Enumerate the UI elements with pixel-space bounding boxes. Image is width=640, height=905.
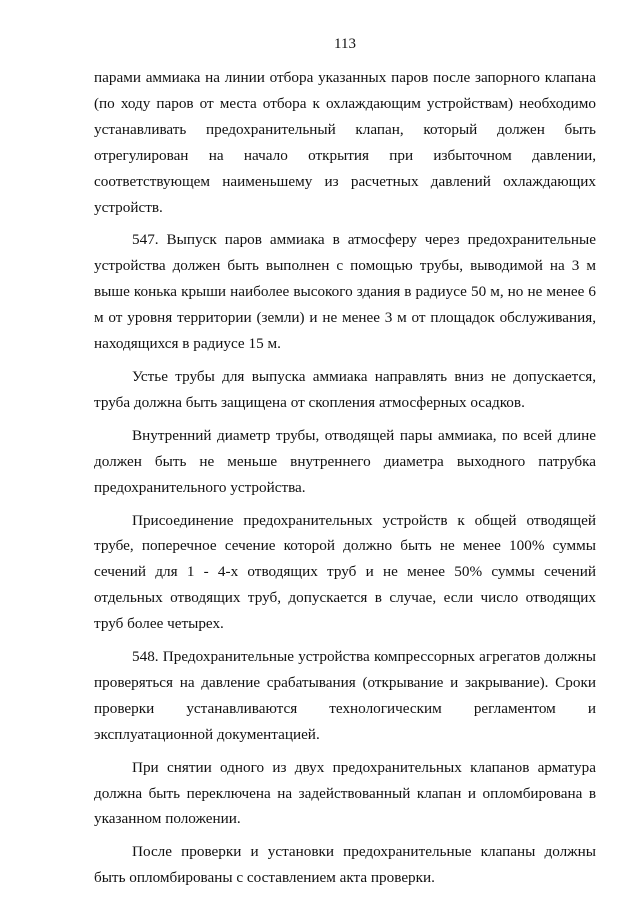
page-number: 113 <box>334 36 356 52</box>
paragraph-valve-removal: При снятии одного из двух предохранительных клапанов арматура должна быть переключена на задействованный клапан и опломбирована в указанном положении. <box>94 758 596 828</box>
paragraph-sealing: После проверки и установки предохранительные клапаны должны быть опломбированы с составлением акта проверки. <box>94 843 596 887</box>
paragraph-548: 548. Предохранительные устройства компрессорных агрегатов должны проверяться на давление срабатывания (открывание и закрывание). Сроки проверки устанавливаются технологическим регламентом и эксплуатационной документацией. <box>94 648 596 743</box>
paragraph-pipe-outlet: Устье трубы для выпуска аммиака направлять вниз не допускается, труба должна быть защищена от скопления атмосферных осадков. <box>94 367 596 411</box>
paragraph-pipe-diameter: Внутренний диаметр трубы, отводящей пары аммиака, по всей длине должен быть не меньше внутреннего диаметра выходного патрубка предохранительного устройства. <box>94 426 596 496</box>
paragraph-connection: Присоединение предохранительных устройств к общей отводящей трубе, поперечное сечение которой должно быть не менее 100% суммы сечений для 1 - 4-х отводящих труб и не менее 50% суммы сечений отдельных отводящих труб, допускается в случае, если число отводящих труб более четырех. <box>94 511 596 633</box>
paragraph-547: 547. Выпуск паров аммиака в атмосферу через предохранительные устройства должен быть выполнен с помощью трубы, выводимой на 3 м выше конька крыши наиболее высокого здания в радиусе 50 м, но не менее 6 м от уровня территории (земли) и не менее 3 м от площадок обслуживания, находящихся в радиусе 15 м. <box>94 231 596 353</box>
paragraph-continuation: парами аммиака на линии отбора указанных паров после запорного клапана (по ходу паров от места отбора к охлаждающим устройствам) необходимо устанавливать предохранительный клапан, который должен быть отрегулирован на начало открытия при избыточном давлении, соответствующем наименьшему из расчетных давлений охлаждающих устройств. <box>94 69 596 216</box>
